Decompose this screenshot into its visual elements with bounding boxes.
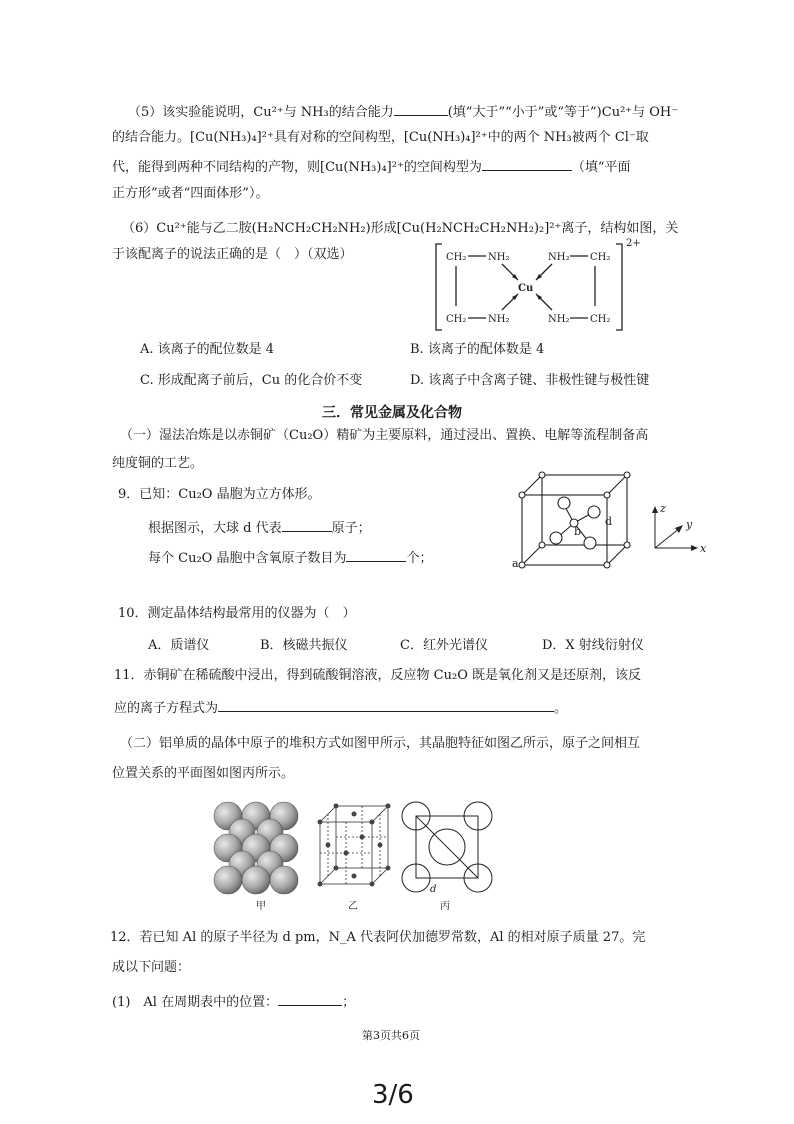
q11-line2-end: 。 (554, 701, 568, 716)
q10-option-c[interactable]: C．红外光谱仪 (400, 638, 488, 653)
q11-equation-blank[interactable] (218, 699, 554, 712)
q6-line2: 于该配离子的说法正确的是（ ）（双选） (112, 247, 353, 262)
part2-line2: 位置关系的平面图如图丙所示。 (112, 766, 295, 781)
axis-label-z: z (660, 502, 666, 515)
q9-blank-2[interactable] (346, 549, 406, 562)
section-3-intro-2: 纯度铜的工艺。 (112, 456, 204, 471)
nh2-label: NH₂ (488, 314, 510, 325)
page-indicator: 3/6 (372, 1080, 414, 1110)
q9-line2 (148, 519, 371, 537)
q6-option-b[interactable]: B. 该离子的配体数是 4 (410, 342, 545, 357)
atom-label-d: d (605, 515, 613, 528)
figure-label-yi: 乙 (348, 901, 358, 912)
q5-line1 (128, 103, 678, 121)
q12-sub1 (112, 993, 355, 1011)
nh2-label: NH₂ (548, 314, 570, 325)
nh2-label: NH₂ (548, 252, 570, 263)
q5-line3-text: 代，能得到两种不同结构的产物，则[Cu(NH₃)₄]²⁺的空间构型为 (112, 160, 482, 175)
complex-ion-structure (430, 238, 650, 338)
atom-label-b: b (574, 525, 582, 538)
q11-line1: 11．赤铜矿在稀硫酸中浸出，得到硫酸铜溶液，反应物 Cu₂O 既是氧化剂又是还原剂，该反 (114, 668, 641, 683)
q12-line1: 12．若已知 Al 的原子半径为 d pm，N_A 代表阿伏加德罗常数，Al 的相对原子质量 27。完 (110, 930, 646, 945)
q9-blank-1[interactable] (282, 519, 332, 532)
axis-label-x: x (700, 542, 707, 555)
axis-label-y: y (686, 518, 693, 531)
q11-line2-text: 应的离子方程式为 (114, 701, 219, 716)
q5-text-a: （5）该实验能说明，Cu²⁺与 NH₃的结合能力 (128, 105, 394, 120)
q9-line2-text: 根据图示，大球 d 代表 (148, 521, 282, 536)
cu2o-unit-cell-figure (510, 465, 640, 575)
q10-option-a[interactable]: A．质谱仪 (148, 638, 210, 653)
charge-label: 2+ (626, 238, 641, 249)
q9-line1: 9．已知：Cu₂O 晶胞为立方体形。 (118, 487, 321, 502)
q9-line3 (148, 549, 432, 567)
section-3-intro-1: （一）湿法冶炼是以赤铜矿（Cu₂O）精矿为主要原料，通过浸出、置换、电解等流程制备高 (120, 428, 649, 443)
q9-line3-text: 每个 Cu₂O 晶胞中含氧原子数目为 (148, 551, 347, 566)
q5-line4: 正方形”或者“四面体形”）。 (112, 186, 269, 201)
q6-line1: （6）Cu²⁺能与乙二胺(H₂NCH₂CH₂NH₂)形成[Cu(H₂NCH₂CH₂NH₂)₂]²⁺离子，结构如图，关 (122, 221, 679, 236)
ch2-label: CH₂ (590, 314, 611, 325)
ch2-label: CH₂ (446, 314, 467, 325)
q5-text-b: (填“大于”“小于”或“等于”)Cu²⁺与 OH⁻ (447, 105, 679, 120)
q6-option-c[interactable]: C. 形成配离子前后，Cu 的化合价不变 (140, 373, 363, 388)
q6-option-a[interactable]: A. 该离子的配位数是 4 (140, 342, 275, 357)
ch2-label: CH₂ (446, 252, 467, 263)
nh2-label: NH₂ (488, 252, 510, 263)
q11-line2 (114, 699, 567, 717)
figure-jia-sphere-stack (210, 800, 305, 895)
q9-line2-tail: 原子； (331, 521, 371, 536)
q10-line1: 10．测定晶体结构最常用的仪器为（ ） (118, 606, 356, 621)
q5-line3 (112, 158, 630, 176)
section-3-title: 三．常见金属及化合物 (322, 405, 462, 421)
figure-label-bing: 丙 (440, 901, 450, 912)
q10-option-b[interactable]: B．核磁共振仪 (260, 638, 348, 653)
ch2-label: CH₂ (590, 252, 611, 263)
figure-label-jia: 甲 (256, 901, 266, 912)
q12-sub1-text: (1) Al 在周期表中的位置： (112, 995, 279, 1010)
q5-line3-tail: （填“平面 (571, 160, 631, 175)
q12-line2: 成以下问题： (112, 960, 191, 975)
figure-yi-fcc-lattice (314, 800, 394, 895)
coordinate-axes-figure (650, 500, 710, 560)
q12-sub1-end: ； (342, 995, 356, 1010)
atom-label-a: a (512, 557, 519, 570)
q5-line2: 的结合能力。[Cu(NH₃)₄]²⁺具有对称的空间构型，[Cu(NH₃)₄]²⁺中的两个 NH₃被两个 Cl⁻取 (112, 130, 649, 145)
q9-line3-tail: 个； (406, 551, 433, 566)
q12-blank-1[interactable] (278, 993, 342, 1006)
q5-blank-1[interactable] (394, 103, 448, 116)
part2-line1: （二）铝单质的晶体中原子的堆积方式如图甲所示，其晶胞特征如图乙所示，原子之间相互 (120, 736, 641, 751)
figure-bing-face-plane (400, 800, 495, 895)
page-footer: 第3页共6页 (362, 1029, 420, 1042)
q5-blank-2[interactable] (482, 158, 572, 171)
distance-label-d: d (430, 884, 437, 895)
q10-option-d[interactable]: D．X 射线衍射仪 (542, 638, 644, 653)
q6-option-d[interactable]: D. 该离子中含离子键、非极性键与极性键 (410, 373, 650, 388)
cu-center-label: Cu (518, 283, 534, 294)
